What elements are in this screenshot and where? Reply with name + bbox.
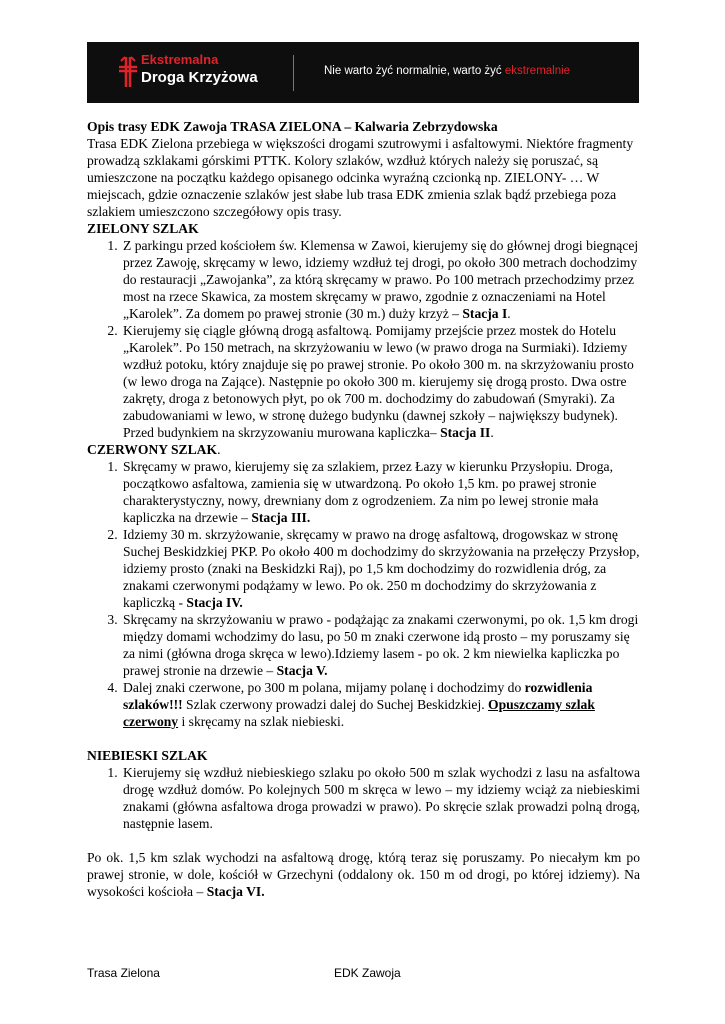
station-label: Stacja VI. [206,884,265,899]
spacer [87,832,640,849]
list-item [121,611,640,679]
header-banner [87,42,639,103]
list-item-text: Idziemy 30 m. skrzyżowanie, skręcamy w prawo na drogę asfaltową, drogowskaz w stronę Suchej Beskidzkiej PKP. Po około 400 m dochodzimy do skrzyżowania na przełęczy Przysłop, idziemy prosto (znaki na Beskidzki Raj), po 1,5 km dochodzimy do rozwidlenia dróg, za znakami czerwonymi podążamy w lewo. Po ok. 250 m dochodzimy do skrzyżowania z kapliczką - [123,527,640,610]
closing-paragraph [87,849,640,900]
list-item [121,458,640,526]
intro-paragraph: Trasa EDK Zielona przebiega w większości drogami szutrowymi i asfaltowymi. Niektóre fragmenty prowadzą szklakami górskimi PTTK. Kolory szlaków, wzdłuż których należy się poruszać, są umieszczone na początku każdego opisanego odcinka wyraźną czcionką np. ZIELONY- … W miejscach, gdzie oznaczenie szlaków jest słabe lub trasa EDK zmienia szlak bądź przebiega poza szlakiem umieszczono szczegółowy opis trasy. [87,136,634,219]
list-item-end: i skręcamy na szlak niebieski. [178,714,345,729]
fork-warning: rozwidlenia szlaków!!! [123,680,593,712]
station-label: Stacja IV. [186,595,243,610]
list-item-text: Skręcamy na skrzyżowaniu w prawo - podążając za znakami czerwonymi, po ok. 1,5 km drogi między domami wchodzimy do lasu, po 50 m znaki czerwone idą prosto – my poruszamy się za nimi (główna droga skręca w lewo).Idziemy lasem - po ok. 2 km niewielka kapliczka po prawej stronie na drzewie – [123,612,639,678]
document-title: Opis trasy EDK Zawoja TRASA ZIELONA – Kalwaria Zebrzydowska [87,119,498,134]
list-item [121,322,640,441]
spacer [87,730,640,747]
station-label: Stacja II [440,425,491,440]
red-heading-end: . [217,442,221,457]
slogan-main: Nie warto żyć normalnie, warto żyć [324,65,505,77]
green-trail-list [87,237,640,441]
red-trail-list [87,458,640,730]
slogan-accent: ekstremalnie [504,65,571,77]
slogan [324,65,570,77]
footer-left: Trasa Zielona [87,966,160,980]
list-item-text: Kierujemy się wzdłuż niebieskiego szlaku po około 500 m szlak wychodzi z lasu na asfaltowa drogę wzdłuż domów. Po kolejnych 500 m skręca w lewo – my idziemy wciąż za niebieskimi znakami (główna asfaltowa droga prowadzi w prawo). Po skręcie szlak prowadzi polną drogą, następnie lasem. [123,765,640,831]
banner-divider [293,55,294,91]
list-item [121,237,640,322]
closing-text: Po ok. 1,5 km szlak wychodzi na asfaltową drogę, którą teraz się poruszamy. Po niecałym km po prawej stronie, w dole, kościół w Grzechyni (oddalony ok. 150 m od drogi, po której idziemy). Na wysokości kościoła – [87,850,640,899]
leave-trail-note: Opuszczamy szlak czerwony [123,697,595,729]
cross-logo-icon [117,55,139,89]
list-item-text: Kierujemy się ciągle główną drogą asfaltową. Pomijamy przejście przez mostek do Hotelu „Karolek”. Po 150 metrach, na skrzyżowaniu w lewo (w prawo droga na Surmiaki). Idziemy wzdłuż potoku, który znajduje się po prawej stronie. Po około 300 m. na skrzyżowaniu prosto (w lewo droga na Zające). Następnie po około 300 m. kierujemy się drogą prosto. Dwa ostre zakręty, droga z betonowych płyt, po ok 700 m. dochodzimy do zabudowań (Smyraki). Za zabudowaniami w lewo, w stronę dużego budynku (dawnej szkoły – największy budynek). Przed budynkiem na skrzyzowaniu murowana kapliczka– [123,323,634,440]
list-item-text: Skręcamy w prawo, kierujemy się za szlakiem, przez Łazy w kierunku Przysłopiu. Droga, początkowo asfaltowa, zamienia się w utwardzoną. Po około 1,5 km. po prawej stronie charakterystyczny, nowy, drewniany dom z ogrodzeniem. Za nim po lewej stronie mała kapliczka na drzewie – [123,459,613,525]
blue-trail-list [87,764,640,832]
station-label: Stacja III. [251,510,311,525]
station-label: Stacja V. [276,663,328,678]
green-trail-heading: ZIELONY SZLAK [87,221,199,236]
logo-title-line2: Droga Krzyżowa [141,69,258,86]
list-item [121,764,640,832]
document-body [87,118,640,900]
red-trail-heading: CZERWONY SZLAK [87,442,218,457]
station-label: Stacja I [462,306,508,321]
list-item [121,526,640,611]
list-item-text-mid: Szlak czerwony prowadzi dalej do Suchej Beskidzkiej. [182,697,489,712]
logo-title-line1: Ekstremalna [141,52,219,67]
footer-center: EDK Zawoja [334,966,401,980]
blue-trail-heading: NIEBIESKI SZLAK [87,748,208,763]
list-item-end: . [490,425,494,440]
list-item-end: . [507,306,511,321]
list-item [121,679,640,730]
list-item-text: Z parkingu przed kościołem św. Klemensa w Zawoi, kierujemy się do głównej drogi biegnącej przez Zawoję, skręcamy w lewo, idziemy wzdłuż tej drogi, po około 300 metrach dochodzimy do restauracji „Zawojanka”, za którą skręcamy w prawo. Po 100 metrach przechodzimy przez most na rzece Skawica, za mostem skręcamy w prawo, zgodnie z oznaczeniami na Hotel „Karolek”. Za domem po prawej stronie (30 m.) duży krzyż – [123,238,639,321]
list-item-text: Dalej znaki czerwone, po 300 m polana, mijamy polanę i dochodzimy do [123,680,525,695]
red-trail-heading-line [87,441,640,458]
